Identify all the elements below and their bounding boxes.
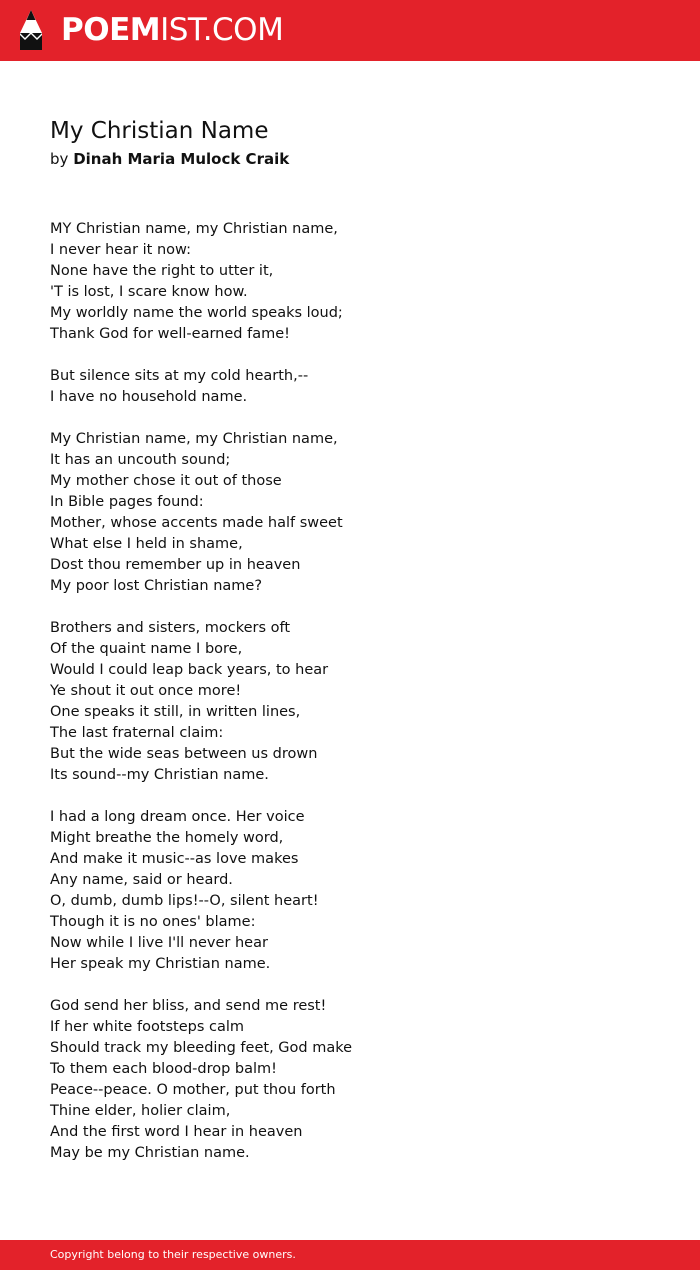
poem-line: I have no household name.	[50, 389, 248, 405]
by-label: by	[50, 150, 69, 168]
poem-line: The last fraternal claim:	[50, 725, 224, 741]
poem-line: My poor lost Christian name?	[50, 578, 263, 594]
poem-line: None have the right to utter it,	[50, 263, 274, 279]
poem-body	[50, 219, 650, 1185]
poem-line: It has an uncouth sound;	[50, 452, 231, 468]
stanza	[50, 366, 650, 408]
site-footer	[0, 1240, 700, 1270]
poem-line: Dost thou remember up in heaven	[50, 557, 301, 573]
stanza	[50, 807, 650, 975]
poem-line: Mother, whose accents made half sweet	[50, 515, 343, 531]
author-name: Dinah Maria Mulock Craik	[73, 150, 290, 168]
poem-line: To them each blood-drop balm!	[50, 1061, 277, 1077]
poem-line: Would I could leap back years, to hear	[50, 662, 329, 678]
poem-line: 'T is lost, I scare know how.	[50, 284, 248, 300]
poem-line: Thine elder, holier claim,	[50, 1103, 231, 1119]
poem-line: Should track my bleeding feet, God make	[50, 1040, 353, 1056]
stanza	[50, 219, 650, 345]
poem-line: And make it music--as love makes	[50, 851, 299, 867]
poem-line: Her speak my Christian name.	[50, 956, 271, 972]
poem-line: My mother chose it out of those	[50, 473, 282, 489]
poem-line: Any name, said or heard.	[50, 872, 233, 888]
byline	[50, 148, 289, 170]
pencil-tip-icon[interactable]	[17, 9, 45, 53]
stanza	[50, 618, 650, 786]
poem-line: In Bible pages found:	[50, 494, 204, 510]
poem-line: I had a long dream once. Her voice	[50, 809, 305, 825]
poem-line: MY Christian name, my Christian name,	[50, 221, 338, 237]
poem-line: Peace--peace. O mother, put thou forth	[50, 1082, 336, 1098]
logo-light-text: IST.COM	[160, 12, 284, 48]
copyright-text: Copyright belong to their respective owners.	[50, 1248, 296, 1261]
poem-line: Might breathe the homely word,	[50, 830, 284, 846]
site-header	[0, 0, 700, 61]
poem-line: My Christian name, my Christian name,	[50, 431, 338, 447]
stanza	[50, 429, 650, 597]
poem-line: Thank God for well-earned fame!	[50, 326, 290, 342]
poem-line: Ye shout it out once more!	[50, 683, 242, 699]
poem-line: O, dumb, dumb lips!--O, silent heart!	[50, 893, 319, 909]
poem-line: Though it is no ones' blame:	[50, 914, 256, 930]
poem-line: Its sound--my Christian name.	[50, 767, 269, 783]
poem-line: What else I held in shame,	[50, 536, 243, 552]
poem-line: I never hear it now:	[50, 242, 191, 258]
poem-line: And the first word I hear in heaven	[50, 1124, 303, 1140]
poem-line: But silence sits at my cold hearth,--	[50, 368, 309, 384]
poem-line: May be my Christian name.	[50, 1145, 250, 1161]
logo-bold-text: POEM	[61, 12, 161, 48]
poem-line: My worldly name the world speaks loud;	[50, 305, 343, 321]
poem-line: One speaks it still, in written lines,	[50, 704, 301, 720]
poem-line: Now while I live I'll never hear	[50, 935, 268, 951]
stanza	[50, 996, 650, 1164]
site-logo[interactable]	[61, 12, 283, 48]
poem-line: But the wide seas between us drown	[50, 746, 318, 762]
poem-line: Brothers and sisters, mockers oft	[50, 620, 291, 636]
poem-line: If her white footsteps calm	[50, 1019, 245, 1035]
poem-title: My Christian Name	[50, 118, 269, 144]
poem-line: God send her bliss, and send me rest!	[50, 998, 327, 1014]
poem-line: Of the quaint name I bore,	[50, 641, 243, 657]
